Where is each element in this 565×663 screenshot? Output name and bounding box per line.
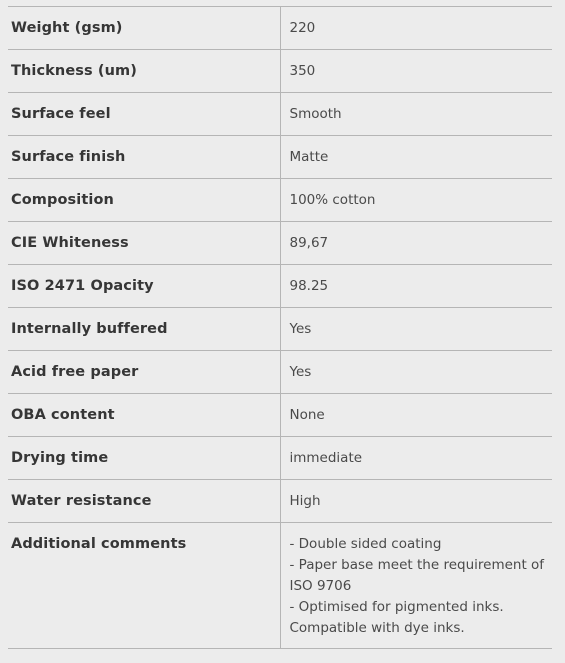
spec-label: Surface feel	[8, 93, 280, 136]
table-row	[8, 179, 552, 222]
table-row	[8, 523, 552, 649]
spec-label: Composition	[8, 179, 280, 222]
spec-value: Matte	[280, 136, 552, 179]
spec-value: None	[280, 394, 552, 437]
table-row	[8, 480, 552, 523]
table-row	[8, 136, 552, 179]
spec-label: Surface finish	[8, 136, 280, 179]
spec-value: 98.25	[280, 265, 552, 308]
table-row	[8, 93, 552, 136]
spec-label: Thickness (um)	[8, 50, 280, 93]
spec-label: Additional comments	[8, 523, 280, 649]
spec-label: OBA content	[8, 394, 280, 437]
specifications-table	[8, 6, 552, 649]
spec-label: ISO 2471 Opacity	[8, 265, 280, 308]
spec-label: Internally buffered	[8, 308, 280, 351]
table-row	[8, 308, 552, 351]
comment-line: - Double sided coating	[289, 536, 442, 552]
spec-value: Yes	[280, 351, 552, 394]
spec-label: Drying time	[8, 437, 280, 480]
spec-label: Weight (gsm)	[8, 7, 280, 50]
spec-value: High	[280, 480, 552, 523]
table-row	[8, 351, 552, 394]
spec-value: 350	[280, 50, 552, 93]
spec-label: Acid free paper	[8, 351, 280, 394]
table-row	[8, 437, 552, 480]
spec-label: Water resistance	[8, 480, 280, 523]
spec-value: 89,67	[280, 222, 552, 265]
comment-line: - Paper base meet the requirement of	[289, 557, 545, 573]
comments-value	[280, 523, 552, 649]
table-row	[8, 7, 552, 50]
table-row	[8, 222, 552, 265]
spec-value: immediate	[280, 437, 552, 480]
comment-line: - Optimised for pigmented inks.	[289, 599, 504, 615]
table-row	[8, 394, 552, 437]
comment-line: ISO 9706	[289, 578, 352, 594]
spec-value: 220	[280, 7, 552, 50]
spec-label: CIE Whiteness	[8, 222, 280, 265]
spec-value: Smooth	[280, 93, 552, 136]
spec-value: Yes	[280, 308, 552, 351]
table-row	[8, 50, 552, 93]
comment-line: Compatible with dye inks.	[289, 620, 465, 636]
table-row	[8, 265, 552, 308]
spec-value: 100% cotton	[280, 179, 552, 222]
